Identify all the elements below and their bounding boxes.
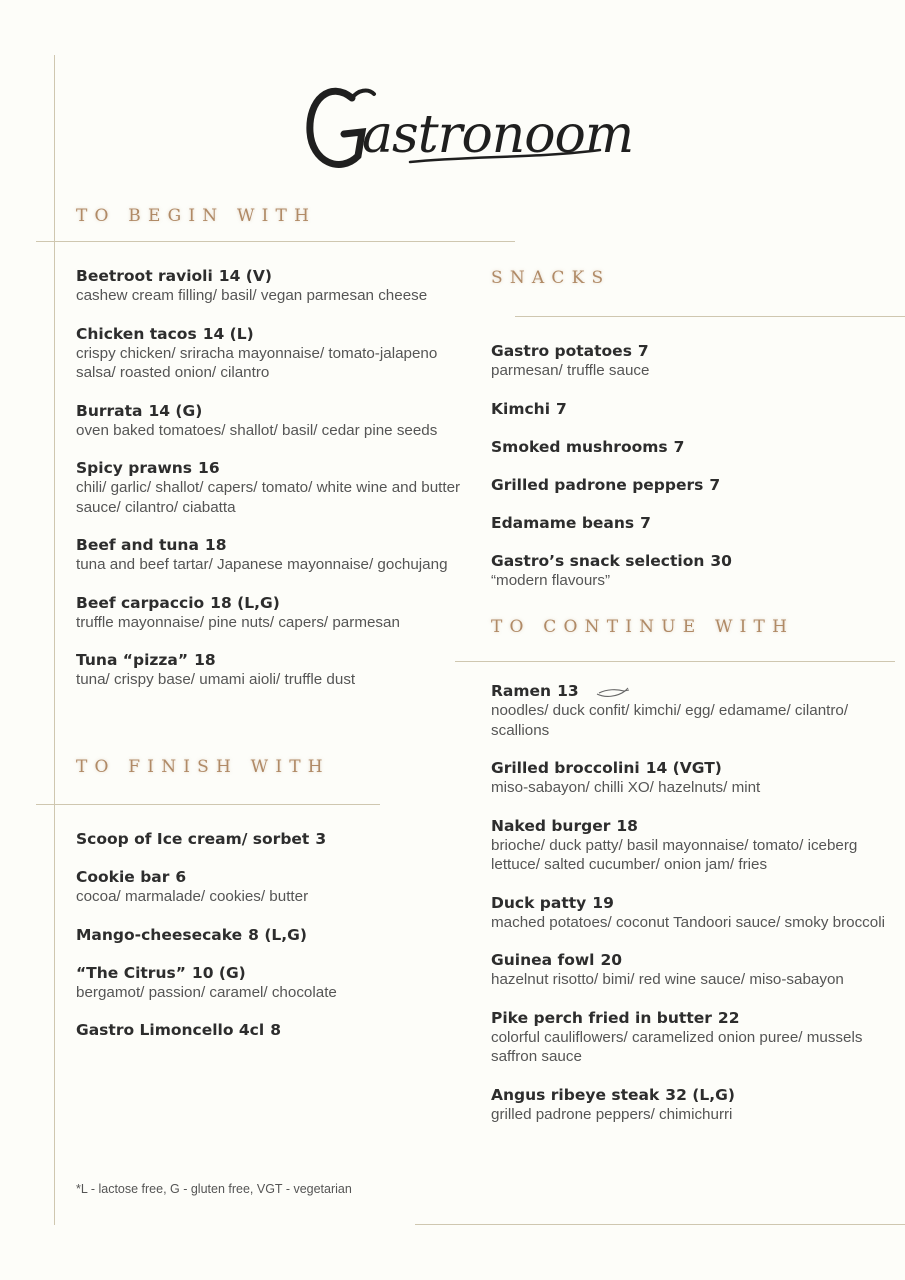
menu-item-name: Cookie bar <box>76 868 170 886</box>
begin-section-rule <box>36 241 515 242</box>
menu-item-price: 10 (G) <box>191 963 246 982</box>
menu-item-title <box>491 342 901 361</box>
menu-item-name: Mango-cheesecake <box>76 925 243 944</box>
section-title-begin: TO BEGIN WITH <box>76 206 317 226</box>
menu-item-name: Naked burger <box>491 816 611 835</box>
continue-section-rule <box>455 661 895 662</box>
menu-item <box>76 926 476 945</box>
snacks-items <box>491 342 901 609</box>
menu-item-description: bergamot/ passion/ caramel/ chocolate <box>76 983 337 1001</box>
menu-item-name: Duck patty <box>491 893 587 912</box>
menu-item-title <box>76 651 476 670</box>
menu-item-title <box>491 951 903 970</box>
continue-items <box>491 682 903 1143</box>
menu-item <box>76 267 476 306</box>
menu-item-name: Guinea fowl <box>491 951 595 969</box>
menu-item-title <box>491 476 901 495</box>
svg-text:astronoom: astronoom <box>362 105 634 165</box>
menu-item-title <box>76 459 476 478</box>
snacks-section-rule <box>515 316 905 317</box>
menu-item-description: truffle mayonnaise/ pine nuts/ capers/ parmesan <box>76 613 400 631</box>
menu-item-price: 7 <box>637 342 649 360</box>
menu-item <box>491 682 903 740</box>
menu-item-title <box>76 267 476 286</box>
menu-item-price: 8 (L,G) <box>248 925 307 944</box>
menu-item-price: 18 <box>616 816 638 835</box>
menu-item-price: 13 <box>557 682 579 700</box>
menu-item <box>76 830 476 849</box>
menu-item-description: cocoa/ marmalade/ cookies/ butter <box>76 888 309 905</box>
menu-item-title <box>491 682 903 701</box>
dietary-footnote: *L - lactose free, G - gluten free, VGT - vegetarian <box>76 1182 352 1196</box>
menu-item <box>491 951 903 990</box>
menu-item-price: 3 <box>315 830 327 848</box>
section-title-finish: TO FINISH WITH <box>76 757 330 777</box>
menu-item-name: Gastro potatoes <box>491 342 632 360</box>
menu-item-title <box>491 1086 903 1105</box>
menu-item-description: colorful cauliflowers/ caramelized onion puree/ mussels saffron sauce <box>491 1028 863 1065</box>
menu-item <box>76 325 476 383</box>
menu-item-title <box>76 830 476 849</box>
menu-item-title <box>491 894 903 913</box>
menu-item-description: mached potatoes/ coconut Tandoori sauce/ smoky broccoli <box>491 913 885 931</box>
menu-item-description: brioche/ duck patty/ basil mayonnaise/ tomato/ iceberg lettuce/ salted cucumber/ onion jam/ fries <box>491 836 858 873</box>
section-title-snacks: SNACKS <box>491 268 611 288</box>
menu-item-name: Chicken tacos <box>76 324 197 343</box>
menu-item-title <box>76 964 476 983</box>
menu-item-name: Smoked mushrooms <box>491 437 668 456</box>
menu-item-title <box>491 1009 903 1028</box>
menu-item <box>491 552 901 591</box>
menu-item <box>491 1086 903 1125</box>
menu-item-description: hazelnut risotto/ bimi/ red wine sauce/ miso-sabayon <box>491 971 844 988</box>
menu-item-description: miso-sabayon/ chilli XO/ hazelnuts/ mint <box>491 779 761 796</box>
menu-item <box>491 1009 903 1067</box>
menu-item-name: Angus ribeye steak <box>491 1085 660 1104</box>
menu-item <box>491 817 903 875</box>
menu-item <box>491 894 903 933</box>
menu-item-price: 18 <box>204 536 227 554</box>
menu-item-price: 32 (L,G) <box>665 1085 735 1104</box>
menu-item-name: Edamame beans <box>491 513 635 532</box>
menu-item-description: grilled padrone peppers/ chimichurri <box>491 1105 733 1123</box>
menu-item-description: chili/ garlic/ shallot/ capers/ tomato/ white wine and butter sauce/ cilantro/ ciabatta <box>76 479 461 516</box>
menu-item-price: 22 <box>717 1008 740 1027</box>
finish-items <box>76 830 476 1059</box>
menu-item-name: Gastro Limoncello 4cl <box>76 1021 265 1039</box>
menu-item-description: tuna/ crispy base/ umami aioli/ truffle dust <box>76 671 356 688</box>
menu-item-title <box>491 438 901 457</box>
menu-item <box>491 759 903 798</box>
menu-item-description: crispy chicken/ sriracha mayonnaise/ tomato-jalapeno salsa/ roasted onion/ cilantro <box>76 344 438 381</box>
menu-item-description: oven baked tomatoes/ shallot/ basil/ cedar pine seeds <box>76 421 438 439</box>
menu-item-name: Kimchi <box>491 399 551 418</box>
menu-item-title <box>491 514 901 533</box>
menu-item-title <box>76 402 476 421</box>
menu-item <box>76 459 476 517</box>
menu-item-name: Grilled padrone peppers <box>491 475 704 494</box>
menu-item <box>491 476 901 495</box>
menu-item-name: “The Citrus” <box>76 963 186 982</box>
gastronoom-logo <box>300 70 634 190</box>
menu-item-price: 14 (L) <box>202 324 254 343</box>
menu-item-price: 7 <box>556 399 567 418</box>
menu-item-title <box>491 759 903 778</box>
menu-item-description: noodles/ duck confit/ kimchi/ egg/ edamame/ cilantro/ scallions <box>491 702 849 739</box>
menu-item-price: 30 <box>710 551 732 570</box>
menu-item-price: 14 (VGT) <box>645 759 722 777</box>
menu-item-title <box>76 594 476 613</box>
menu-item-price: 19 <box>592 893 614 912</box>
menu-item <box>491 438 901 457</box>
menu-item <box>76 964 476 1003</box>
menu-item-name: Gastro’s snack selection <box>491 551 705 570</box>
finish-section-rule <box>36 804 380 805</box>
menu-item-price: 20 <box>600 951 623 969</box>
menu-item-title <box>76 868 476 887</box>
menu-item-price: 18 (L,G) <box>210 593 280 612</box>
menu-item-price: 7 <box>640 513 651 532</box>
left-vertical-rule <box>54 55 55 1225</box>
menu-item-title <box>76 1021 476 1040</box>
menu-item-price: 16 <box>198 459 220 477</box>
menu-item-price: 7 <box>709 475 721 494</box>
menu-item-description: tuna and beef tartar/ Japanese mayonnaise/ gochujang <box>76 556 448 573</box>
menu-item <box>76 402 476 441</box>
menu-item-title <box>491 552 901 571</box>
menu-item-name: Beef carpaccio <box>76 593 205 612</box>
menu-item-name: Ramen <box>491 682 552 700</box>
menu-item-name: Burrata <box>76 401 143 420</box>
menu-item-price: 6 <box>175 868 187 886</box>
menu-item-price: 14 (G) <box>148 401 203 420</box>
menu-item <box>76 868 476 907</box>
menu-item-title <box>491 817 903 836</box>
menu-item-description: cashew cream filling/ basil/ vegan parmesan cheese <box>76 287 428 304</box>
menu-item-name: Beetroot ravioli <box>76 267 213 285</box>
menu-item <box>76 536 476 575</box>
menu-item-title <box>76 536 476 555</box>
menu-item <box>76 594 476 633</box>
menu-item-price: 18 <box>194 651 216 669</box>
menu-item-name: Spicy prawns <box>76 459 193 477</box>
menu-item-name: Tuna “pizza” <box>76 651 189 669</box>
menu-item <box>491 514 901 533</box>
chili-pepper-icon <box>595 685 631 699</box>
bottom-rule <box>415 1224 905 1225</box>
menu-item-price: 14 (V) <box>218 267 272 285</box>
menu-item <box>491 342 901 381</box>
menu-item-price: 8 <box>270 1021 281 1039</box>
menu-item-title <box>491 400 901 419</box>
menu-item-price: 7 <box>673 437 685 456</box>
menu-item-description: parmesan/ truffle sauce <box>491 362 650 379</box>
menu-item-description: “modern flavours” <box>491 571 611 589</box>
menu-item-title <box>76 325 476 344</box>
menu-item <box>491 400 901 419</box>
section-title-continue: TO CONTINUE WITH <box>491 617 795 637</box>
menu-item-title <box>76 926 476 945</box>
menu-item <box>76 1021 476 1040</box>
menu-item <box>76 651 476 690</box>
begin-items <box>76 267 476 709</box>
menu-item-name: Scoop of Ice cream/ sorbet <box>76 830 310 848</box>
menu-item-name: Beef and tuna <box>76 536 199 554</box>
menu-item-name: Pike perch fried in butter <box>491 1008 712 1027</box>
logo-script <box>300 70 634 190</box>
menu-item-name: Grilled broccolini <box>491 759 640 777</box>
